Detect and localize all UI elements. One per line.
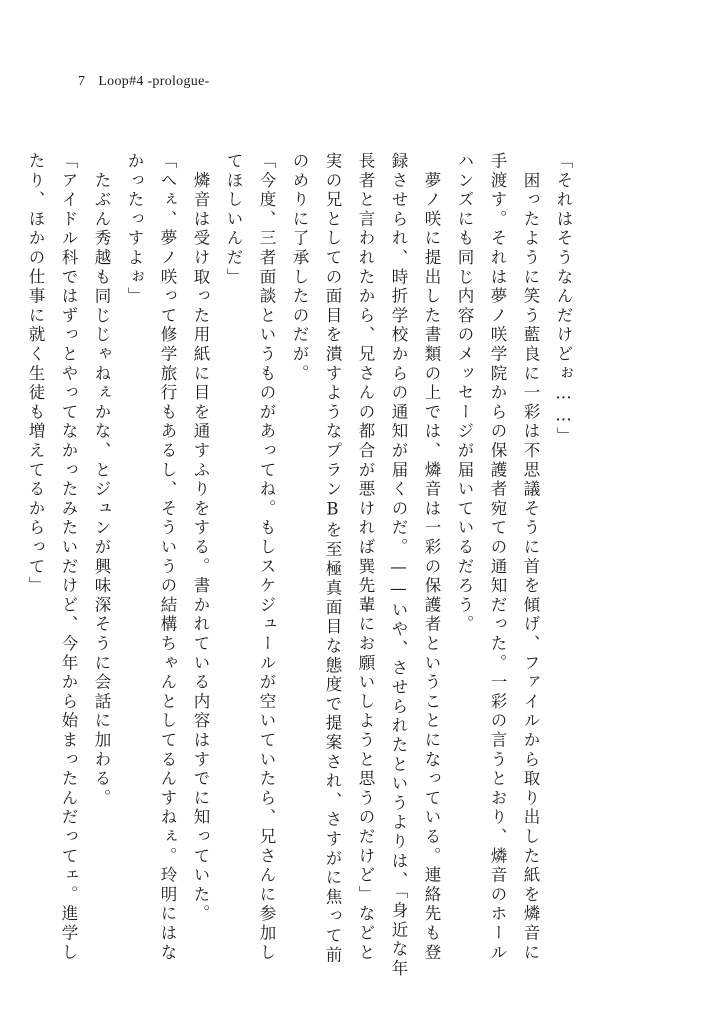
text-line: たり、ほかの仕事に就く生徒も増えてるからって」: [26, 152, 45, 596]
text-line: 「へぇ、夢ノ咲って修学旅行もあるし、そういうの結構ちゃんとしてるんすねぇ。玲明にはな: [158, 152, 177, 963]
text-line: 手渡す。それは夢ノ咲学院からの保護者宛ての通知だった。一彩の言うとおり、燐音のホール: [488, 152, 507, 963]
text-line: 燐音は受け取った用紙に目を通すふりをする。書かれている内容はすでに知っていた。: [191, 152, 210, 924]
text-line: 困ったように笑う藍良に一彩は不思議そうに首を傾げ、ファイルから取り出した紙を燐音に: [521, 152, 540, 963]
running-header: [78, 72, 210, 92]
text-line: 「アイドル科ではずっとやってなかったみたいだけど、今年から始まったんだってェ。進学し: [59, 152, 78, 963]
text-line: 夢ノ咲に提出した書類の上では、燐音は一彩の保護者ということになっている。連絡先も登: [422, 152, 441, 963]
page-number: 7: [78, 74, 86, 89]
text-line: 「今度、三者面談というものがあってね。もしスケジュールが空いていたら、兄さんに参加し: [257, 152, 276, 963]
text-line: 長者と言われたから、兄さんの都合が悪ければ巽先輩にお願いしようと思うのだけど」などと: [356, 152, 375, 963]
text-line: ハンズにも同じ内容のメッセージが届いているだろう。: [455, 152, 474, 635]
text-line: 実の兄としての面目を潰すようなプランBを至極真面目な態度で提案され、さすがに焦って前: [323, 152, 342, 966]
text-line: のめりに了承したのだが。: [290, 152, 309, 384]
text-line: 録させられ、時折学校からの通知が届くのだ。——いや、させられたというよりは、「身近な年: [389, 152, 408, 979]
text-line: てほしいんだ」: [224, 152, 243, 288]
text-line: かったっすよぉ」: [125, 152, 144, 307]
text-line: たぶん秀越も同じじゃねぇかな、とジュンが興味深そうに会話に加わる。: [92, 152, 111, 809]
running-title: Loop#4 -prologue-: [98, 74, 210, 89]
text-line: 「それはそうなんだけどぉ……」: [554, 152, 573, 447]
vertical-body-text: [26, 152, 580, 982]
